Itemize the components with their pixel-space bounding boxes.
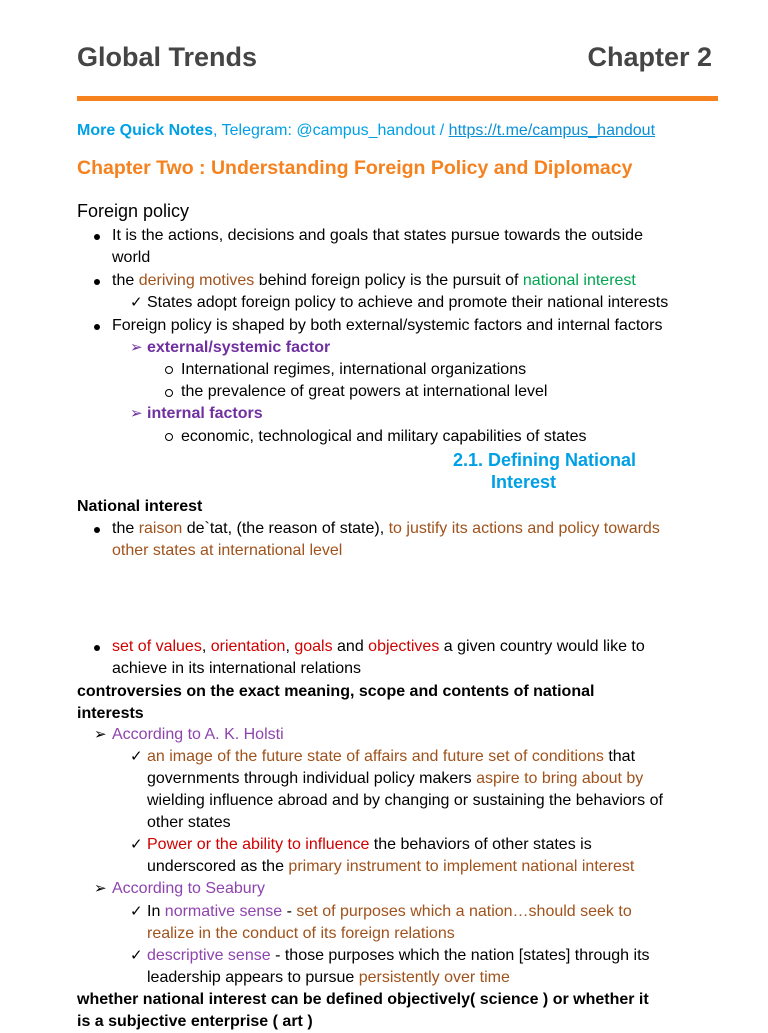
promo-link[interactable]: https://t.me/campus_handout <box>448 122 656 139</box>
external-factor-label: external/systemic factor <box>147 339 331 356</box>
text: normative sense <box>164 903 283 920</box>
seabury-check-1-line-2: realize in the conduct of its foreign relations <box>147 925 455 942</box>
text: set of purposes which a nation…should seek to <box>296 903 632 920</box>
promo-telegram: , Telegram: @campus_handout / <box>213 122 449 139</box>
text: behind foreign policy is the pursuit of <box>254 272 523 289</box>
foreign-policy-heading: Foreign policy <box>77 201 190 221</box>
text: to justify its actions and policy towards <box>388 520 660 537</box>
bullet-icon <box>94 527 100 533</box>
bullet-icon <box>94 234 100 240</box>
header-title: Global Trends <box>77 42 258 72</box>
fp-check-1: States adopt foreign policy to achieve and promote their national interests <box>147 294 669 311</box>
circle-bullet-icon <box>165 389 173 397</box>
arrow-right-icon: ➢ <box>130 339 143 356</box>
text: raison <box>138 520 183 537</box>
seabury-check-2-line-1 <box>147 945 650 967</box>
internal-factor-label: internal factors <box>147 405 263 422</box>
text: deriving motives <box>138 272 255 289</box>
ni-bullet-1-line-1 <box>112 518 660 540</box>
fp-bullet-1-line-2: world <box>112 249 151 266</box>
text: an image of the future state of affairs and future set of conditions <box>147 748 604 765</box>
text: In <box>147 903 165 920</box>
chapter-title: Chapter Two : Understanding Foreign Policy and Diplomacy <box>77 157 633 179</box>
text: descriptive sense <box>147 947 271 964</box>
internal-factor-item-1: economic, technological and military capabilities of states <box>181 428 587 445</box>
text: aspire to bring about by <box>476 770 644 787</box>
external-factor-item-2: the prevalence of great powers at international level <box>181 383 548 400</box>
text: orientation <box>210 638 286 655</box>
text: persistently over time <box>358 969 510 986</box>
holsti-check-1-line-4: other states <box>147 814 231 831</box>
section-heading-line-1: 2.1. Defining National <box>453 450 637 470</box>
text: - <box>282 903 297 920</box>
seabury-label: According to Seabury <box>112 880 265 897</box>
text: the <box>112 272 139 289</box>
text: leadership appears to pursue <box>147 969 359 986</box>
text: national interest <box>522 272 636 289</box>
controversies-line-1: controversies on the exact meaning, scope and contents of national <box>77 683 595 700</box>
text: the behaviors of other states is <box>369 836 592 853</box>
text: objectives <box>368 638 440 655</box>
holsti-check-2-line-1 <box>147 834 592 856</box>
checkmark-icon: ✓ <box>130 947 143 964</box>
seabury-check-2-line-2 <box>147 967 510 989</box>
checkmark-icon: ✓ <box>130 294 143 311</box>
holsti-check-2-line-2 <box>147 856 634 878</box>
header-divider <box>77 96 718 101</box>
question-line-1: whether national interest can be defined objectively( science ) or whether it <box>77 991 649 1008</box>
text: Power or the ability to influence <box>147 836 370 853</box>
text: de`tat, (the reason of state), <box>182 520 389 537</box>
arrow-right-icon: ➢ <box>94 726 107 743</box>
holsti-check-1-line-1 <box>147 746 635 768</box>
section-heading-line-2: Interest <box>491 472 557 492</box>
ni-bullet-1-line-2: other states at international level <box>112 542 343 559</box>
bullet-icon <box>94 324 100 330</box>
checkmark-icon: ✓ <box>130 748 143 765</box>
text: , <box>285 638 295 655</box>
arrow-right-icon: ➢ <box>130 405 143 422</box>
text: primary instrument to implement national interest <box>288 858 635 875</box>
arrow-right-icon: ➢ <box>94 880 107 897</box>
controversies-line-2: interests <box>77 705 144 722</box>
text: - those purposes which the nation [states] through its <box>270 947 650 964</box>
seabury-check-1-line-1 <box>147 901 632 923</box>
external-factor-item-1: International regimes, international organizations <box>181 361 527 378</box>
national-interest-heading: National interest <box>77 498 203 515</box>
ni-bullet-2-line-2: achieve in its international relations <box>112 660 362 677</box>
fp-bullet-1-line-1: It is the actions, decisions and goals that states pursue towards the outside <box>112 227 643 244</box>
text: that <box>603 748 636 765</box>
text: a given country would like to <box>439 638 645 655</box>
holsti-check-1-line-3: wielding influence abroad and by changing or sustaining the behaviors of <box>147 792 663 809</box>
question-line-2: is a subjective enterprise ( art ) <box>77 1013 313 1030</box>
holsti-label: According to A. K. Holsti <box>112 726 284 743</box>
bullet-icon <box>94 645 100 651</box>
holsti-check-1-line-2 <box>147 768 643 790</box>
circle-bullet-icon <box>165 366 173 374</box>
promo-line <box>77 120 655 142</box>
text: , <box>201 638 211 655</box>
header-chapter: Chapter 2 <box>587 42 712 72</box>
text: and <box>332 638 369 655</box>
text: governments through individual policy makers <box>147 770 477 787</box>
text: underscored as the <box>147 858 289 875</box>
text: goals <box>294 638 333 655</box>
checkmark-icon: ✓ <box>130 903 143 920</box>
checkmark-icon: ✓ <box>130 836 143 853</box>
circle-bullet-icon <box>165 433 173 441</box>
bullet-icon <box>94 279 100 285</box>
ni-bullet-2-line-1 <box>112 636 645 658</box>
fp-bullet-2 <box>112 270 636 292</box>
text: the <box>112 520 139 537</box>
promo-prefix: More Quick Notes <box>77 122 214 139</box>
fp-bullet-3: Foreign policy is shaped by both external/systemic factors and internal factors <box>112 317 663 334</box>
text: set of values <box>112 638 202 655</box>
